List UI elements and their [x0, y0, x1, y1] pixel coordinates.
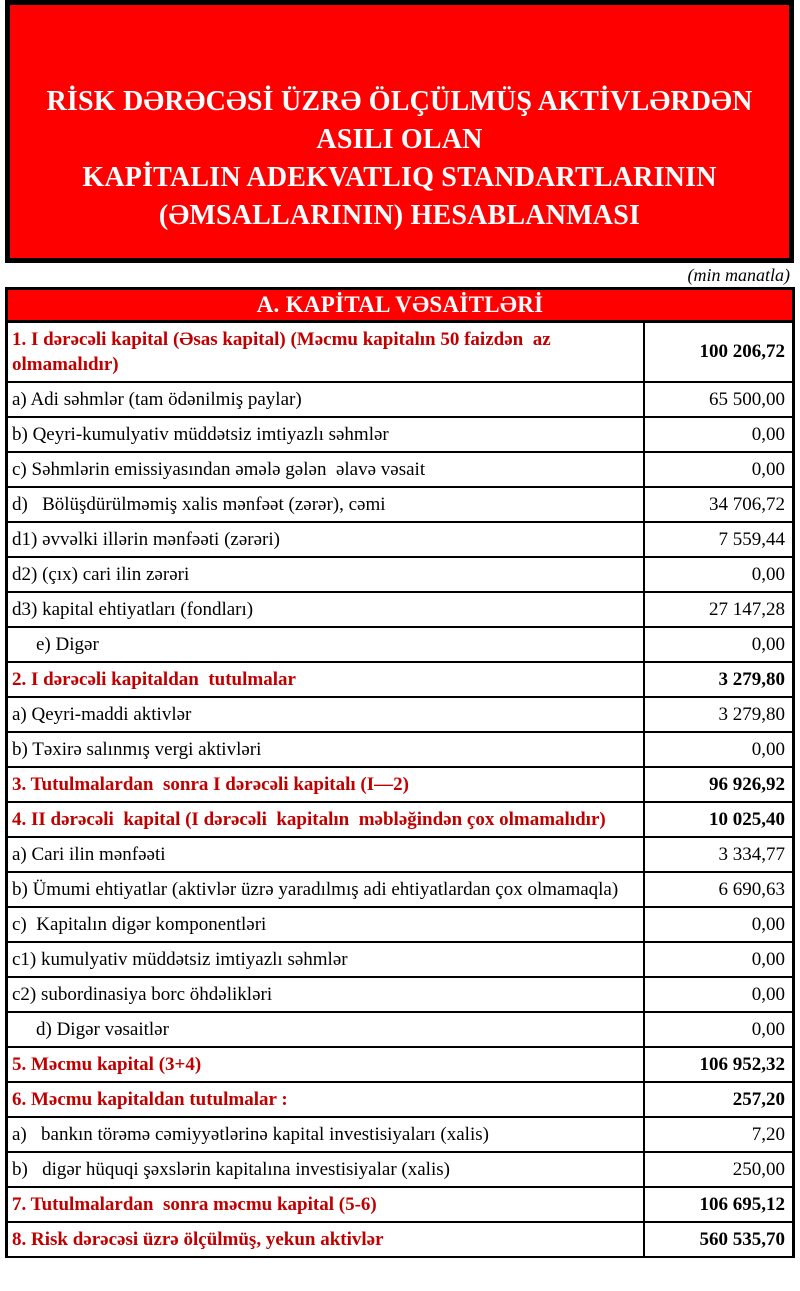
row-label: c2) subordinasiya borc öhdəlikləri: [8, 978, 645, 1011]
table-row: [8, 593, 792, 628]
table-row: [8, 908, 792, 943]
row-value: 0,00: [751, 738, 785, 760]
table-row: [8, 943, 792, 978]
table-row: [8, 978, 792, 1013]
row-value: 0,00: [751, 633, 785, 655]
row-label: d) Bölüşdürülməmiş xalis mənfəət (zərər), cəmi: [8, 488, 645, 521]
table-row: [8, 488, 792, 523]
row-label: 4. II dərəcəli kapital (I dərəcəli kapitalın məbləğindən çox olmamalıdır): [8, 803, 645, 836]
row-value: 100 206,72: [699, 341, 785, 362]
row-label: c) Səhmlərin emissiyasından əmələ gələn əlavə vəsait: [8, 453, 645, 486]
unit-note: (min manatla): [687, 265, 790, 285]
row-value: 27 147,28: [709, 598, 785, 620]
table-row: [8, 663, 792, 698]
row-value: 0,00: [751, 563, 785, 585]
row-value: 257,20: [732, 1088, 785, 1110]
row-label: b) Təxirə salınmış vergi aktivləri: [8, 733, 645, 766]
title-line-2: KAPİTALIN ADEKVATLIQ STANDARTLARININ: [82, 162, 717, 193]
row-value: 0,00: [751, 983, 785, 1005]
table-row: [8, 523, 792, 558]
table-row: [8, 628, 792, 663]
row-value: 106 952,32: [699, 1053, 785, 1075]
row-label: a) Qeyri-maddi aktivlər: [8, 698, 645, 731]
table-row: [8, 838, 792, 873]
title-line-3: (ƏMSALLARININ) HESABLANMASI: [158, 200, 641, 231]
row-value: 0,00: [751, 913, 785, 935]
table-row: [8, 733, 792, 768]
table-row: [8, 698, 792, 733]
row-label: c) Kapitalın digər komponentləri: [8, 908, 645, 941]
table-row: [8, 1013, 792, 1048]
row-label: 5. Məcmu kapital (3+4): [8, 1048, 645, 1081]
table-row: [8, 1118, 792, 1153]
table-row: [8, 1153, 792, 1188]
row-label: d3) kapital ehtiyatları (fondları): [8, 593, 645, 626]
row-value: 0,00: [751, 458, 785, 480]
table-rows: [8, 323, 792, 1258]
row-label: a) Adi səhmlər (tam ödənilmiş paylar): [8, 383, 645, 416]
table-row: [8, 1083, 792, 1118]
row-label: b) digər hüquqi şəxslərin kapitalına investisiyalar (xalis): [8, 1153, 645, 1186]
table-row: [8, 418, 792, 453]
row-label: c1) kumulyativ müddətsiz imtiyazlı səhmlər: [8, 943, 645, 976]
row-label: 1. I dərəcəli kapital (Əsas kapital) (Məcmu kapitalın 50 faizdən az olmamalıdır): [8, 323, 645, 381]
table-section-header: A. KAPİTAL VƏSAİTLƏRİ: [8, 290, 792, 323]
row-label: d1) əvvəlki illərin mənfəəti (zərəri): [8, 523, 645, 556]
row-label: e) Digər: [8, 628, 645, 661]
table-row: [8, 323, 792, 383]
row-label: 8. Risk dərəcəsi üzrə ölçülmüş, yekun aktivlər: [8, 1223, 645, 1256]
table-row: [8, 1048, 792, 1083]
row-label: b) Qeyri-kumulyativ müddətsiz imtiyazlı səhmlər: [8, 418, 645, 451]
row-value: 10 025,40: [709, 808, 785, 830]
table-row: [8, 873, 792, 908]
row-label: d) Digər vəsaitlər: [8, 1013, 645, 1046]
row-value: 560 535,70: [699, 1228, 785, 1250]
row-label: a) Cari ilin mənfəəti: [8, 838, 645, 871]
row-label: 2. I dərəcəli kapitaldan tutulmalar: [8, 663, 645, 696]
row-label: b) Ümumi ehtiyatlar (aktivlər üzrə yaradılmış adi ehtiyatlardan çox olmamaqla): [8, 873, 645, 906]
row-value: 34 706,72: [709, 493, 785, 515]
title-banner: [5, 0, 794, 263]
row-value: 3 279,80: [718, 668, 785, 690]
row-label: a) bankın törəmə cəmiyyətlərinə kapital investisiyaları (xalis): [8, 1118, 645, 1151]
row-value: 96 926,92: [709, 773, 785, 795]
row-value: 250,00: [732, 1158, 785, 1180]
table-row: [8, 1188, 792, 1223]
row-label: 3. Tutulmalardan sonra I dərəcəli kapitalı (I—2): [8, 768, 645, 801]
row-value: 0,00: [751, 948, 785, 970]
row-value: 6 690,63: [718, 878, 785, 900]
row-value: 0,00: [751, 1018, 785, 1040]
row-value: 3 334,77: [718, 843, 785, 865]
table-row: [8, 558, 792, 593]
row-value: 65 500,00: [709, 388, 785, 410]
row-value: 106 695,12: [699, 1193, 785, 1215]
table-row: [8, 453, 792, 488]
row-value: 0,00: [751, 423, 785, 445]
row-value: 7 559,44: [718, 528, 785, 550]
row-label: d2) (çıx) cari ilin zərəri: [8, 558, 645, 591]
row-value: 7,20: [751, 1123, 785, 1145]
row-label: 6. Məcmu kapitaldan tutulmalar :: [8, 1083, 645, 1116]
row-label: 7. Tutulmalardan sonra məcmu kapital (5-6): [8, 1188, 645, 1221]
table-row: [8, 1223, 792, 1258]
row-value: 3 279,80: [718, 703, 785, 725]
title-line-1: RİSK DƏRƏCƏSİ ÜZRƏ ÖLÇÜLMÜŞ AKTİVLƏRDƏN ASILI OLAN: [46, 86, 753, 155]
table-row: [8, 383, 792, 418]
table-row: [8, 768, 792, 803]
capital-table: [5, 287, 795, 1258]
table-row: [8, 803, 792, 838]
